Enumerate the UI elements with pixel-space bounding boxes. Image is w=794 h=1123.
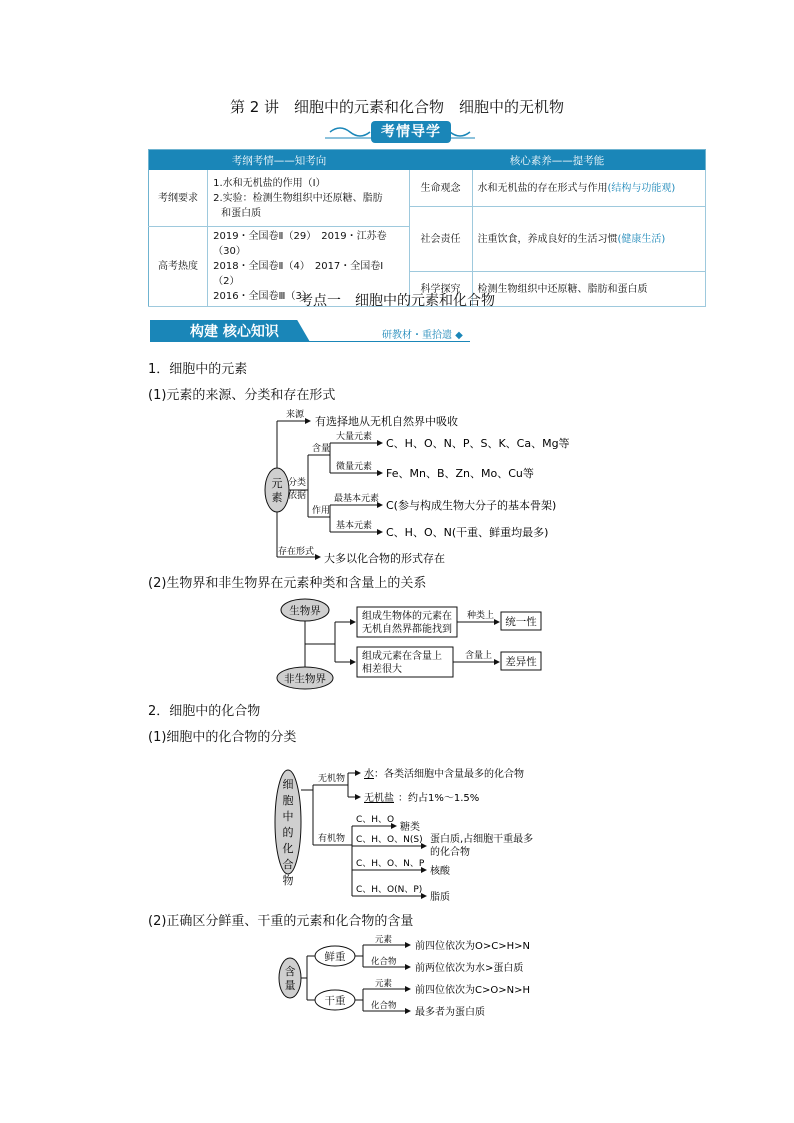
svg-text:物: 物 [282,874,294,887]
r1-text: 水和无机盐的存在形式与作用 [477,182,608,194]
result2: 差异性 [505,656,537,668]
r1-label: 生命观念 [409,170,472,207]
r2-label: 社会责任 [409,207,472,272]
svg-text:含: 含 [284,965,296,978]
box1-line2: 无机自然界都能找到 [362,624,452,635]
row1-line2: 2.实验：检测生物组织中还原糖、脂肪 [213,192,383,204]
bio-label: 生物界 [289,605,321,617]
class-label-1: 分类 [288,478,307,488]
d1: 前四位依次为C>O>N>H [415,985,530,996]
element-center-2: 素 [271,491,283,504]
heading-1a: (1)元素的来源、分类和存在形式 [148,388,336,403]
fresh-element: 元素 [375,935,393,945]
d2: 最多者为蛋白质 [415,1007,485,1018]
source-text: 有选择地从无机自然界中吸收 [315,415,458,428]
role-label: 作用 [312,506,331,516]
f1: 前四位依次为O>C>H>N [415,941,530,952]
heading-1: 1．细胞中的元素 [148,362,248,377]
basic-text: C、H、O、N(干重、鲜重均最多) [386,526,549,539]
water-label: 水 [364,769,374,780]
salt-label: 无机盐 [364,793,394,804]
svg-text:中: 中 [282,810,294,823]
exam-info-table [148,149,706,307]
exist-text: 大多以化合物的形式存在 [324,552,445,565]
nonbio-label: 非生物界 [284,673,326,685]
row2-line3: 2016・全国卷Ⅲ（3） [213,291,312,302]
svg-text:化: 化 [282,842,294,855]
section-line [300,341,470,342]
most-basic-text: C(参与构成生物大分子的基本骨架) [386,499,557,512]
dry-label: 干重 [324,995,346,1007]
fresh-label: 鲜重 [324,951,346,963]
arrow2-label: 含量上 [465,651,493,661]
content-label: 含量 [312,444,331,454]
box2-line1: 组成元素在含量上 [362,651,442,662]
row1-line1: 1.水和无机盐的作用（Ⅰ） [213,177,326,189]
page-title: 第 2 讲 细胞中的元素和化合物 细胞中的无机物 [229,98,565,116]
r3-label: 科学探究 [409,272,472,307]
dry-compound: 化合物 [371,1001,397,1011]
content-diagram [275,934,565,1024]
e2: C、H、O、N(S) [356,835,423,845]
svg-text:的: 的 [282,826,294,839]
fresh-compound: 化合物 [371,957,397,967]
exam-guide-banner: 考情导学 [371,121,451,143]
compound-diagram [268,750,578,905]
n1: 糖类 [400,822,420,833]
row1-line3: 和蛋白质 [221,207,262,219]
row1-label: 考纲要求 [149,170,208,227]
heading-2b: (2)正确区分鲜重、干重的元素和化合物的含量 [148,914,414,929]
water-text: ：各类活细胞中含量最多的化合物 [374,769,524,780]
source-label: 来源 [286,410,305,420]
n2-line2: 的化合物 [430,847,470,858]
basic-label: 基本元素 [336,521,373,531]
dry-element: 元素 [375,979,393,989]
major-text: C、H、O、N、P、S、K、Ca、Mg等 [386,437,570,450]
salt-text: ：约占1%～1.5% [398,793,480,804]
e3: C、H、O、N、P [356,859,425,869]
f2: 前两位依次为水>蛋白质 [415,963,524,974]
n2-line1: 蛋白质,占细胞干重最多 [430,834,534,845]
major-label: 大量元素 [336,432,373,442]
element-diagram [260,405,580,570]
n3: 核酸 [430,866,450,877]
r1-extra: (结构与功能观) [607,182,676,194]
n4: 脂质 [430,892,450,903]
most-basic-label: 最基本元素 [334,494,380,504]
arrow1-label: 种类上 [467,611,495,621]
row2-label: 高考热度 [149,227,208,307]
e4: C、H、O(N、P) [356,885,423,895]
row2-line1: 2019・全国卷Ⅱ（29） 2019・江苏卷（30） [213,231,387,257]
inorganic-label: 无机物 [318,774,346,784]
point-title: 考点一 细胞中的元素和化合物 [299,293,495,309]
left-header: 考纲考情——知考向 [149,150,410,171]
r2-text: 注重饮食，养成良好的生活习惯 [477,233,618,245]
svg-text:胞: 胞 [282,794,294,807]
heading-1b: (2)生物界和非生物界在元素种类和含量上的关系 [148,576,427,591]
r2-extra: (健康生活) [617,233,666,245]
r3-text: 检测生物组织中还原糖、脂肪和蛋白质 [472,272,706,307]
organic-label: 有机物 [318,834,346,844]
class-label-2: 依据 [288,491,307,501]
box2-line2: 相差很大 [362,664,402,675]
svg-text:量: 量 [284,979,296,992]
result1: 统一性 [505,616,537,628]
section-sub: 研教材・重拾遗 ◆ [382,330,463,341]
element-ellipse [265,468,289,512]
e1: C、H、O [356,815,395,825]
minor-label: 微量元素 [336,462,373,472]
exist-label: 存在形式 [278,547,315,557]
svg-text:细: 细 [282,778,294,791]
minor-text: Fe、Mn、B、Zn、Mo、Cu等 [386,467,534,480]
svg-text:合: 合 [282,858,294,871]
right-header: 核心素养——提考能 [409,150,706,171]
box1-line1: 组成生物体的元素在 [362,611,452,622]
section-label: 构建 核心知识 [190,324,279,340]
row2-line2: 2018・全国卷Ⅱ（4） 2017・全国卷Ⅰ（2） [213,261,384,287]
heading-2a: (1)细胞中的化合物的分类 [148,730,297,745]
element-center-1: 元 [271,477,283,490]
heading-2: 2．细胞中的化合物 [148,704,261,719]
bio-nonbio-diagram [275,596,565,691]
